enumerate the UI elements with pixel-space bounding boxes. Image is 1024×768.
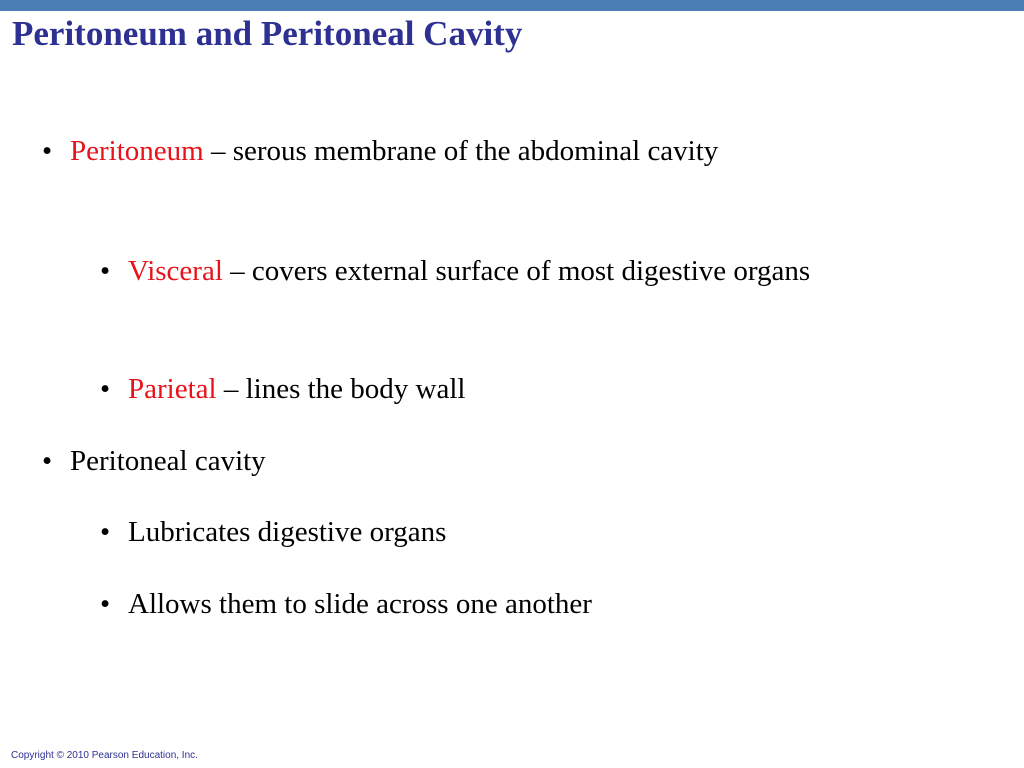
bullet-dot-icon: • [42,135,53,167]
bullet-dot-icon: • [100,373,111,405]
bullet-item [100,248,945,295]
bullet-text: Allows them to slide across one another [128,588,592,620]
bullet-dot-icon: • [100,255,111,287]
bullet-text: – covers external surface of most digestive organs [222,255,811,287]
bullet-item [42,128,945,175]
bullet-item [100,509,945,556]
bullet-text: Lubricates digestive organs [128,516,447,548]
bullet-term: Peritoneum [70,135,204,167]
bullet-item [100,366,945,413]
slide-title: Peritoneum and Peritoneal Cavity [12,14,523,53]
bullet-term: Parietal [128,373,217,405]
bullet-text: Peritoneal cavity [70,445,266,477]
bullet-item [100,581,945,628]
bullet-term: Visceral [128,255,223,287]
bullet-dot-icon: • [42,445,53,477]
bullet-dot-icon: • [100,516,111,548]
bullet-dot-icon: • [100,588,111,620]
bullet-text: – serous membrane of the abdominal cavity [203,135,719,167]
bullet-item [42,438,945,485]
copyright-footer: Copyright © 2010 Pearson Education, Inc. [11,750,198,761]
bullet-text: – lines the body wall [216,373,466,405]
